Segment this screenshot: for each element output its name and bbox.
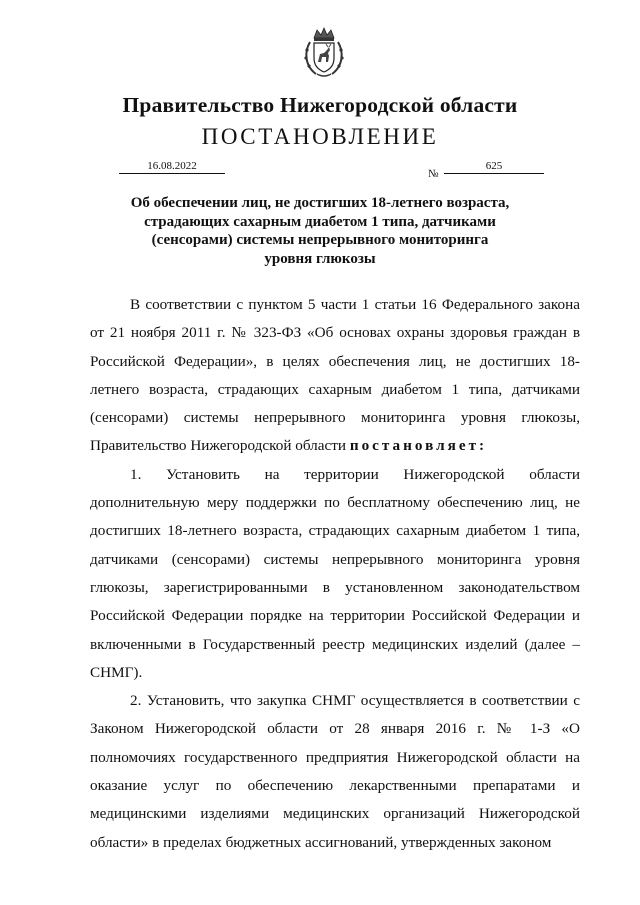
preamble-text: В соответствии с пунктом 5 части 1 статьи 16 Федерального закона от 21 ноября 2011 г. № 323-ФЗ «Об основах охраны здоровья граждан в Российской Федерации», в целях обеспечения лиц, не достигших 18-летнего возраста, страдающих сахарным диабетом 1 типа, датчиками (сенсорами) системы непрерывного мониторинга уровня глюкозы, Правительство Нижегородской области: [90, 296, 580, 455]
number-sign: №: [428, 168, 439, 180]
item-1-paragraph: 1. Установить на территории Нижегородской области дополнительную меру поддержки по бесплатному обеспечению лиц, не достигших 18-летнего возраста, страдающих сахарным диабетом 1 типа, датчиками (сенсорами) системы непрерывного мониторинга уровня глюкозы, зарегистрированными в установленном законодательством Российской Федерации порядке на территории Российской Федерации и включенными в Государственный реестр медицинских изделий (далее – СНМГ).: [90, 465, 580, 681]
item-2-paragraph: 2. Установить, что закупка СНМГ осуществляется в соответствии с Законом Нижегородской области от 28 января 2016 г. № 1-З «О полномочиях государственного предприятия Нижегородской области на оказание услуг по обеспечению лекарственными препаратами и медицинскими изделиями медицинских организаций Нижегородской области» в пределах бюджетных ассигнований, утвержденных законом: [90, 692, 580, 851]
decree-word: постановляет:: [349, 437, 488, 455]
document-number: 625: [444, 160, 544, 174]
document-date: 16.08.2022: [119, 160, 225, 174]
preamble-paragraph: [90, 291, 580, 461]
document-body: [90, 291, 580, 857]
coat-of-arms-icon: [302, 26, 346, 78]
organization-name: Правительство Нижегородской области: [122, 93, 518, 117]
document-type: ПОСТАНОВЛЕНИЕ: [201, 124, 439, 149]
document-title: Об обеспечении лиц, не достигших 18-летнего возраста, страдающих сахарным диабетом 1 типа, датчиками (сенсорами) системы непрерывного мониторинга уровня глюкозы: [130, 195, 510, 267]
